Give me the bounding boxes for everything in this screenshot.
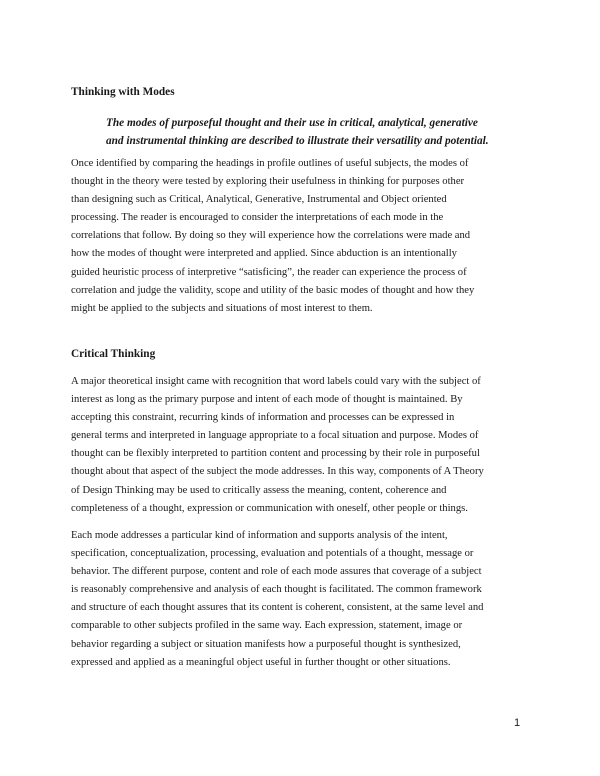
paragraph-line: Once identified by comparing the headings in profile outlines of useful subjects, the modes of xyxy=(71,158,469,169)
paragraph-line: than designing such as Critical, Analytical, Generative, Instrumental and Object oriented xyxy=(71,194,447,206)
paragraph-line: thought in the theory were tested by exploring their usefulness in thinking for purposes other xyxy=(71,176,465,188)
paragraph-line: completeness of a thought, expression or communication with oneself, other people or things. xyxy=(71,502,468,514)
paragraph-line: behavior regarding a subject or situation manifests how a purposeful thought is synthesized, xyxy=(71,638,461,650)
paragraph-modes-intro xyxy=(71,155,531,318)
paragraph-line: A major theoretical insight came with recognition that word labels could vary with the subject of xyxy=(71,376,481,387)
paragraph-line: guided heuristic process of interpretive “satisficing”, the reader can experience the process of xyxy=(71,266,467,278)
paragraph-line: correlation and judge the validity, scope and utility of the basic modes of thought and how they xyxy=(71,284,475,296)
paragraph-line: thought about that aspect of the subject the mode addresses. In this way, components of A Theory xyxy=(71,466,484,478)
paragraph-line: general terms and interpreted in language appropriate to a focal situation and purpose. Modes of xyxy=(71,430,479,442)
paragraph-line: of Design Thinking may be used to critically assess the meaning, content, coherence and xyxy=(71,484,447,496)
paragraph-critical-thinking-2 xyxy=(71,527,531,672)
section-heading-critical-thinking: Critical Thinking xyxy=(71,348,156,360)
paragraph-line: behavior. The different purpose, content and role of each mode assures that coverage of a subject xyxy=(71,566,482,578)
paragraph-line: expressed and applied as a meaningful object useful in further thought or other situations. xyxy=(71,656,451,668)
section-heading-thinking-with-modes: Thinking with Modes xyxy=(71,86,175,98)
section-abstract xyxy=(106,114,546,150)
page-number: 1 xyxy=(514,717,521,729)
abstract-line: The modes of purposeful thought and their use in critical, analytical, generative xyxy=(106,117,478,129)
paragraph-line: accepting this constraint, recurring kinds of information and processes can be expressed in xyxy=(71,412,455,424)
paragraph-line: processing. The reader is encouraged to consider the interpretations of each mode in the xyxy=(71,212,444,224)
paragraph-line: correlations that follow. By doing so they will experience how the correlations were made and xyxy=(71,230,471,242)
paragraph-line: Each mode addresses a particular kind of information and supports analysis of the intent, xyxy=(71,530,448,541)
paragraph-critical-thinking-1 xyxy=(71,373,531,518)
paragraph-line: interest as long as the primary purpose and intent of each mode of thought is maintained. By xyxy=(71,394,463,406)
abstract-line: and instrumental thinking are described to illustrate their versatility and potential. xyxy=(106,135,489,147)
paragraph-line: comparable to other subjects profiled in the same way. Each expression, statement, image or xyxy=(71,620,463,632)
paragraph-line: and structure of each thought assures that its content is coherent, consistent, at the same level and xyxy=(71,602,484,614)
paragraph-line: is reasonably comprehensive and analysis of each thought is facilitated. The common framework xyxy=(71,584,482,596)
paragraph-line: thought can be flexibly interpreted to partition content and processing by their role in purposeful xyxy=(71,448,480,460)
paragraph-line: how the modes of thought were interpreted and applied. Since abduction is an intentionally xyxy=(71,248,457,260)
paragraph-line: might be applied to the subjects and situations of most interest to them. xyxy=(71,302,373,314)
paragraph-line: specification, conceptualization, processing, evaluation and potentials of a thought, message or xyxy=(71,548,474,560)
